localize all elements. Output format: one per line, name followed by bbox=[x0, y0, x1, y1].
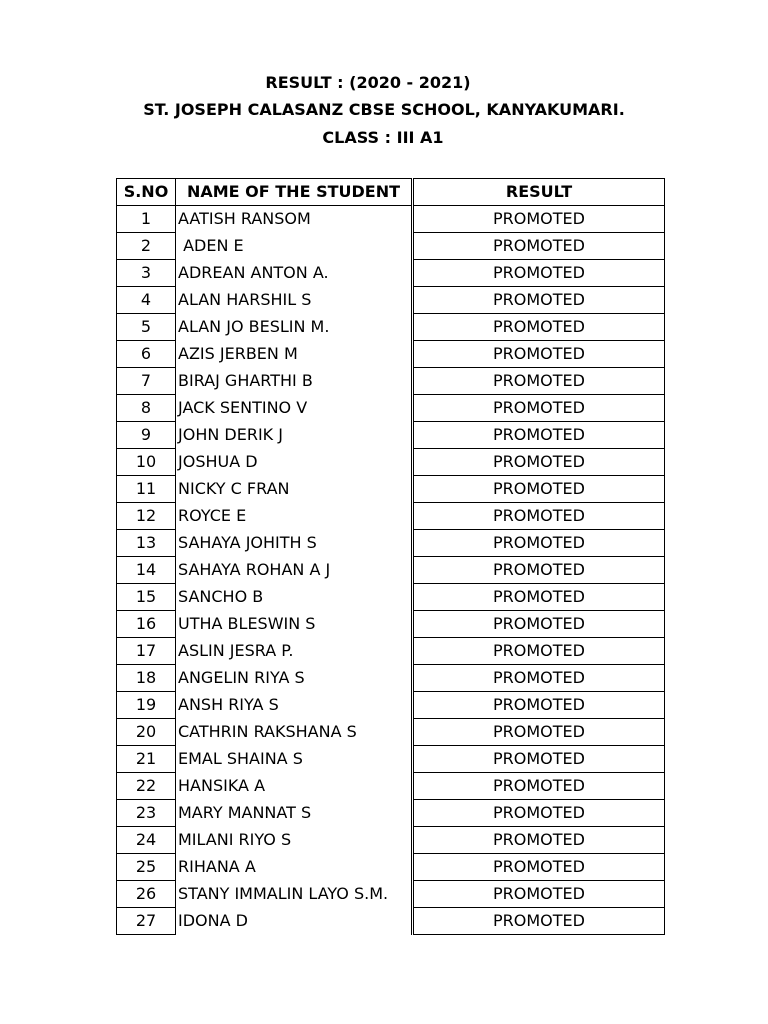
class-heading: CLASS : III A1 bbox=[322, 128, 444, 147]
column-header-name: NAME OF THE STUDENT bbox=[176, 179, 412, 206]
serial-number-cell: 24 bbox=[117, 827, 176, 854]
school-name-heading: ST. JOSEPH CALASANZ CBSE SCHOOL, KANYAKUMARI. bbox=[143, 100, 625, 119]
result-cell: PROMOTED bbox=[414, 314, 665, 341]
result-cell: PROMOTED bbox=[414, 908, 665, 935]
result-cell: PROMOTED bbox=[414, 719, 665, 746]
student-name-cell: ASLIN JESRA P. bbox=[176, 638, 412, 665]
result-cell: PROMOTED bbox=[414, 854, 665, 881]
table-row bbox=[117, 881, 665, 908]
table-row bbox=[117, 800, 665, 827]
student-name-cell: SAHAYA JOHITH S bbox=[176, 530, 412, 557]
result-cell: PROMOTED bbox=[414, 368, 665, 395]
student-name-cell: AATISH RANSOM bbox=[176, 206, 412, 233]
student-name-cell: JOHN DERIK J bbox=[176, 422, 412, 449]
serial-number-cell: 21 bbox=[117, 746, 176, 773]
result-cell: PROMOTED bbox=[414, 611, 665, 638]
student-name-cell: MARY MANNAT S bbox=[176, 800, 412, 827]
student-name-cell: ANSH RIYA S bbox=[176, 692, 412, 719]
student-name-cell: CATHRIN RAKSHANA S bbox=[176, 719, 412, 746]
serial-number-cell: 18 bbox=[117, 665, 176, 692]
student-name-cell: ALAN HARSHIL S bbox=[176, 287, 412, 314]
serial-number-cell: 12 bbox=[117, 503, 176, 530]
result-cell: PROMOTED bbox=[414, 827, 665, 854]
result-cell: PROMOTED bbox=[414, 557, 665, 584]
table-row bbox=[117, 746, 665, 773]
results-table bbox=[116, 178, 665, 935]
table-row bbox=[117, 368, 665, 395]
student-name-cell: BIRAJ GHARTHI B bbox=[176, 368, 412, 395]
table-row bbox=[117, 503, 665, 530]
result-cell: PROMOTED bbox=[414, 773, 665, 800]
student-name-cell: ADREAN ANTON A. bbox=[176, 260, 412, 287]
table-row bbox=[117, 692, 665, 719]
table-row bbox=[117, 908, 665, 935]
serial-number-cell: 3 bbox=[117, 260, 176, 287]
serial-number-cell: 20 bbox=[117, 719, 176, 746]
result-year-heading: RESULT : (2020 - 2021) bbox=[265, 73, 471, 92]
result-cell: PROMOTED bbox=[414, 881, 665, 908]
result-cell: PROMOTED bbox=[414, 206, 665, 233]
result-cell: PROMOTED bbox=[414, 530, 665, 557]
table-row bbox=[117, 260, 665, 287]
table-header-row bbox=[117, 179, 665, 206]
table-row bbox=[117, 719, 665, 746]
serial-number-cell: 13 bbox=[117, 530, 176, 557]
serial-number-cell: 1 bbox=[117, 206, 176, 233]
result-cell: PROMOTED bbox=[414, 746, 665, 773]
student-name-cell: JACK SENTINO V bbox=[176, 395, 412, 422]
table-row bbox=[117, 287, 665, 314]
table-row bbox=[117, 449, 665, 476]
serial-number-cell: 6 bbox=[117, 341, 176, 368]
serial-number-cell: 11 bbox=[117, 476, 176, 503]
table-row bbox=[117, 611, 665, 638]
serial-number-cell: 10 bbox=[117, 449, 176, 476]
student-name-cell: JOSHUA D bbox=[176, 449, 412, 476]
serial-number-cell: 17 bbox=[117, 638, 176, 665]
result-cell: PROMOTED bbox=[414, 584, 665, 611]
result-cell: PROMOTED bbox=[414, 449, 665, 476]
serial-number-cell: 8 bbox=[117, 395, 176, 422]
result-cell: PROMOTED bbox=[414, 476, 665, 503]
serial-number-cell: 5 bbox=[117, 314, 176, 341]
result-cell: PROMOTED bbox=[414, 260, 665, 287]
table-row bbox=[117, 530, 665, 557]
serial-number-cell: 15 bbox=[117, 584, 176, 611]
student-name-cell: IDONA D bbox=[176, 908, 412, 935]
student-name-cell: NICKY C FRAN bbox=[176, 476, 412, 503]
serial-number-cell: 4 bbox=[117, 287, 176, 314]
result-cell: PROMOTED bbox=[414, 692, 665, 719]
result-cell: PROMOTED bbox=[414, 800, 665, 827]
serial-number-cell: 22 bbox=[117, 773, 176, 800]
student-name-cell: SAHAYA ROHAN A J bbox=[176, 557, 412, 584]
serial-number-cell: 26 bbox=[117, 881, 176, 908]
serial-number-cell: 23 bbox=[117, 800, 176, 827]
result-cell: PROMOTED bbox=[414, 341, 665, 368]
student-name-cell: STANY IMMALIN LAYO S.M. bbox=[176, 881, 412, 908]
serial-number-cell: 27 bbox=[117, 908, 176, 935]
result-cell: PROMOTED bbox=[414, 665, 665, 692]
table-row bbox=[117, 665, 665, 692]
table-row bbox=[117, 395, 665, 422]
serial-number-cell: 7 bbox=[117, 368, 176, 395]
result-cell: PROMOTED bbox=[414, 503, 665, 530]
serial-number-cell: 19 bbox=[117, 692, 176, 719]
result-cell: PROMOTED bbox=[414, 638, 665, 665]
serial-number-cell: 16 bbox=[117, 611, 176, 638]
serial-number-cell: 9 bbox=[117, 422, 176, 449]
column-header-result: RESULT bbox=[414, 179, 665, 206]
column-header-sno: S.NO bbox=[117, 179, 176, 206]
student-name-cell: RIHANA A bbox=[176, 854, 412, 881]
serial-number-cell: 25 bbox=[117, 854, 176, 881]
table-row bbox=[117, 584, 665, 611]
student-name-cell: SANCHO B bbox=[176, 584, 412, 611]
table-row bbox=[117, 422, 665, 449]
student-name-cell: EMAL SHAINA S bbox=[176, 746, 412, 773]
table-row bbox=[117, 557, 665, 584]
table-row bbox=[117, 773, 665, 800]
table-row bbox=[117, 854, 665, 881]
serial-number-cell: 14 bbox=[117, 557, 176, 584]
student-name-cell: ANGELIN RIYA S bbox=[176, 665, 412, 692]
student-name-cell: HANSIKA A bbox=[176, 773, 412, 800]
result-cell: PROMOTED bbox=[414, 233, 665, 260]
table-row bbox=[117, 638, 665, 665]
student-name-cell: MILANI RIYO S bbox=[176, 827, 412, 854]
table-row bbox=[117, 827, 665, 854]
student-name-cell: ALAN JO BESLIN M. bbox=[176, 314, 412, 341]
result-cell: PROMOTED bbox=[414, 395, 665, 422]
serial-number-cell: 2 bbox=[117, 233, 176, 260]
student-name-cell: UTHA BLESWIN S bbox=[176, 611, 412, 638]
table-row bbox=[117, 233, 665, 260]
table-row bbox=[117, 314, 665, 341]
student-name-cell: AZIS JERBEN M bbox=[176, 341, 412, 368]
student-name-cell: ROYCE E bbox=[176, 503, 412, 530]
student-name-cell: ADEN E bbox=[176, 233, 412, 260]
result-cell: PROMOTED bbox=[414, 422, 665, 449]
table-row bbox=[117, 341, 665, 368]
table-body bbox=[117, 206, 665, 935]
result-cell: PROMOTED bbox=[414, 287, 665, 314]
table-row bbox=[117, 476, 665, 503]
table-row bbox=[117, 206, 665, 233]
